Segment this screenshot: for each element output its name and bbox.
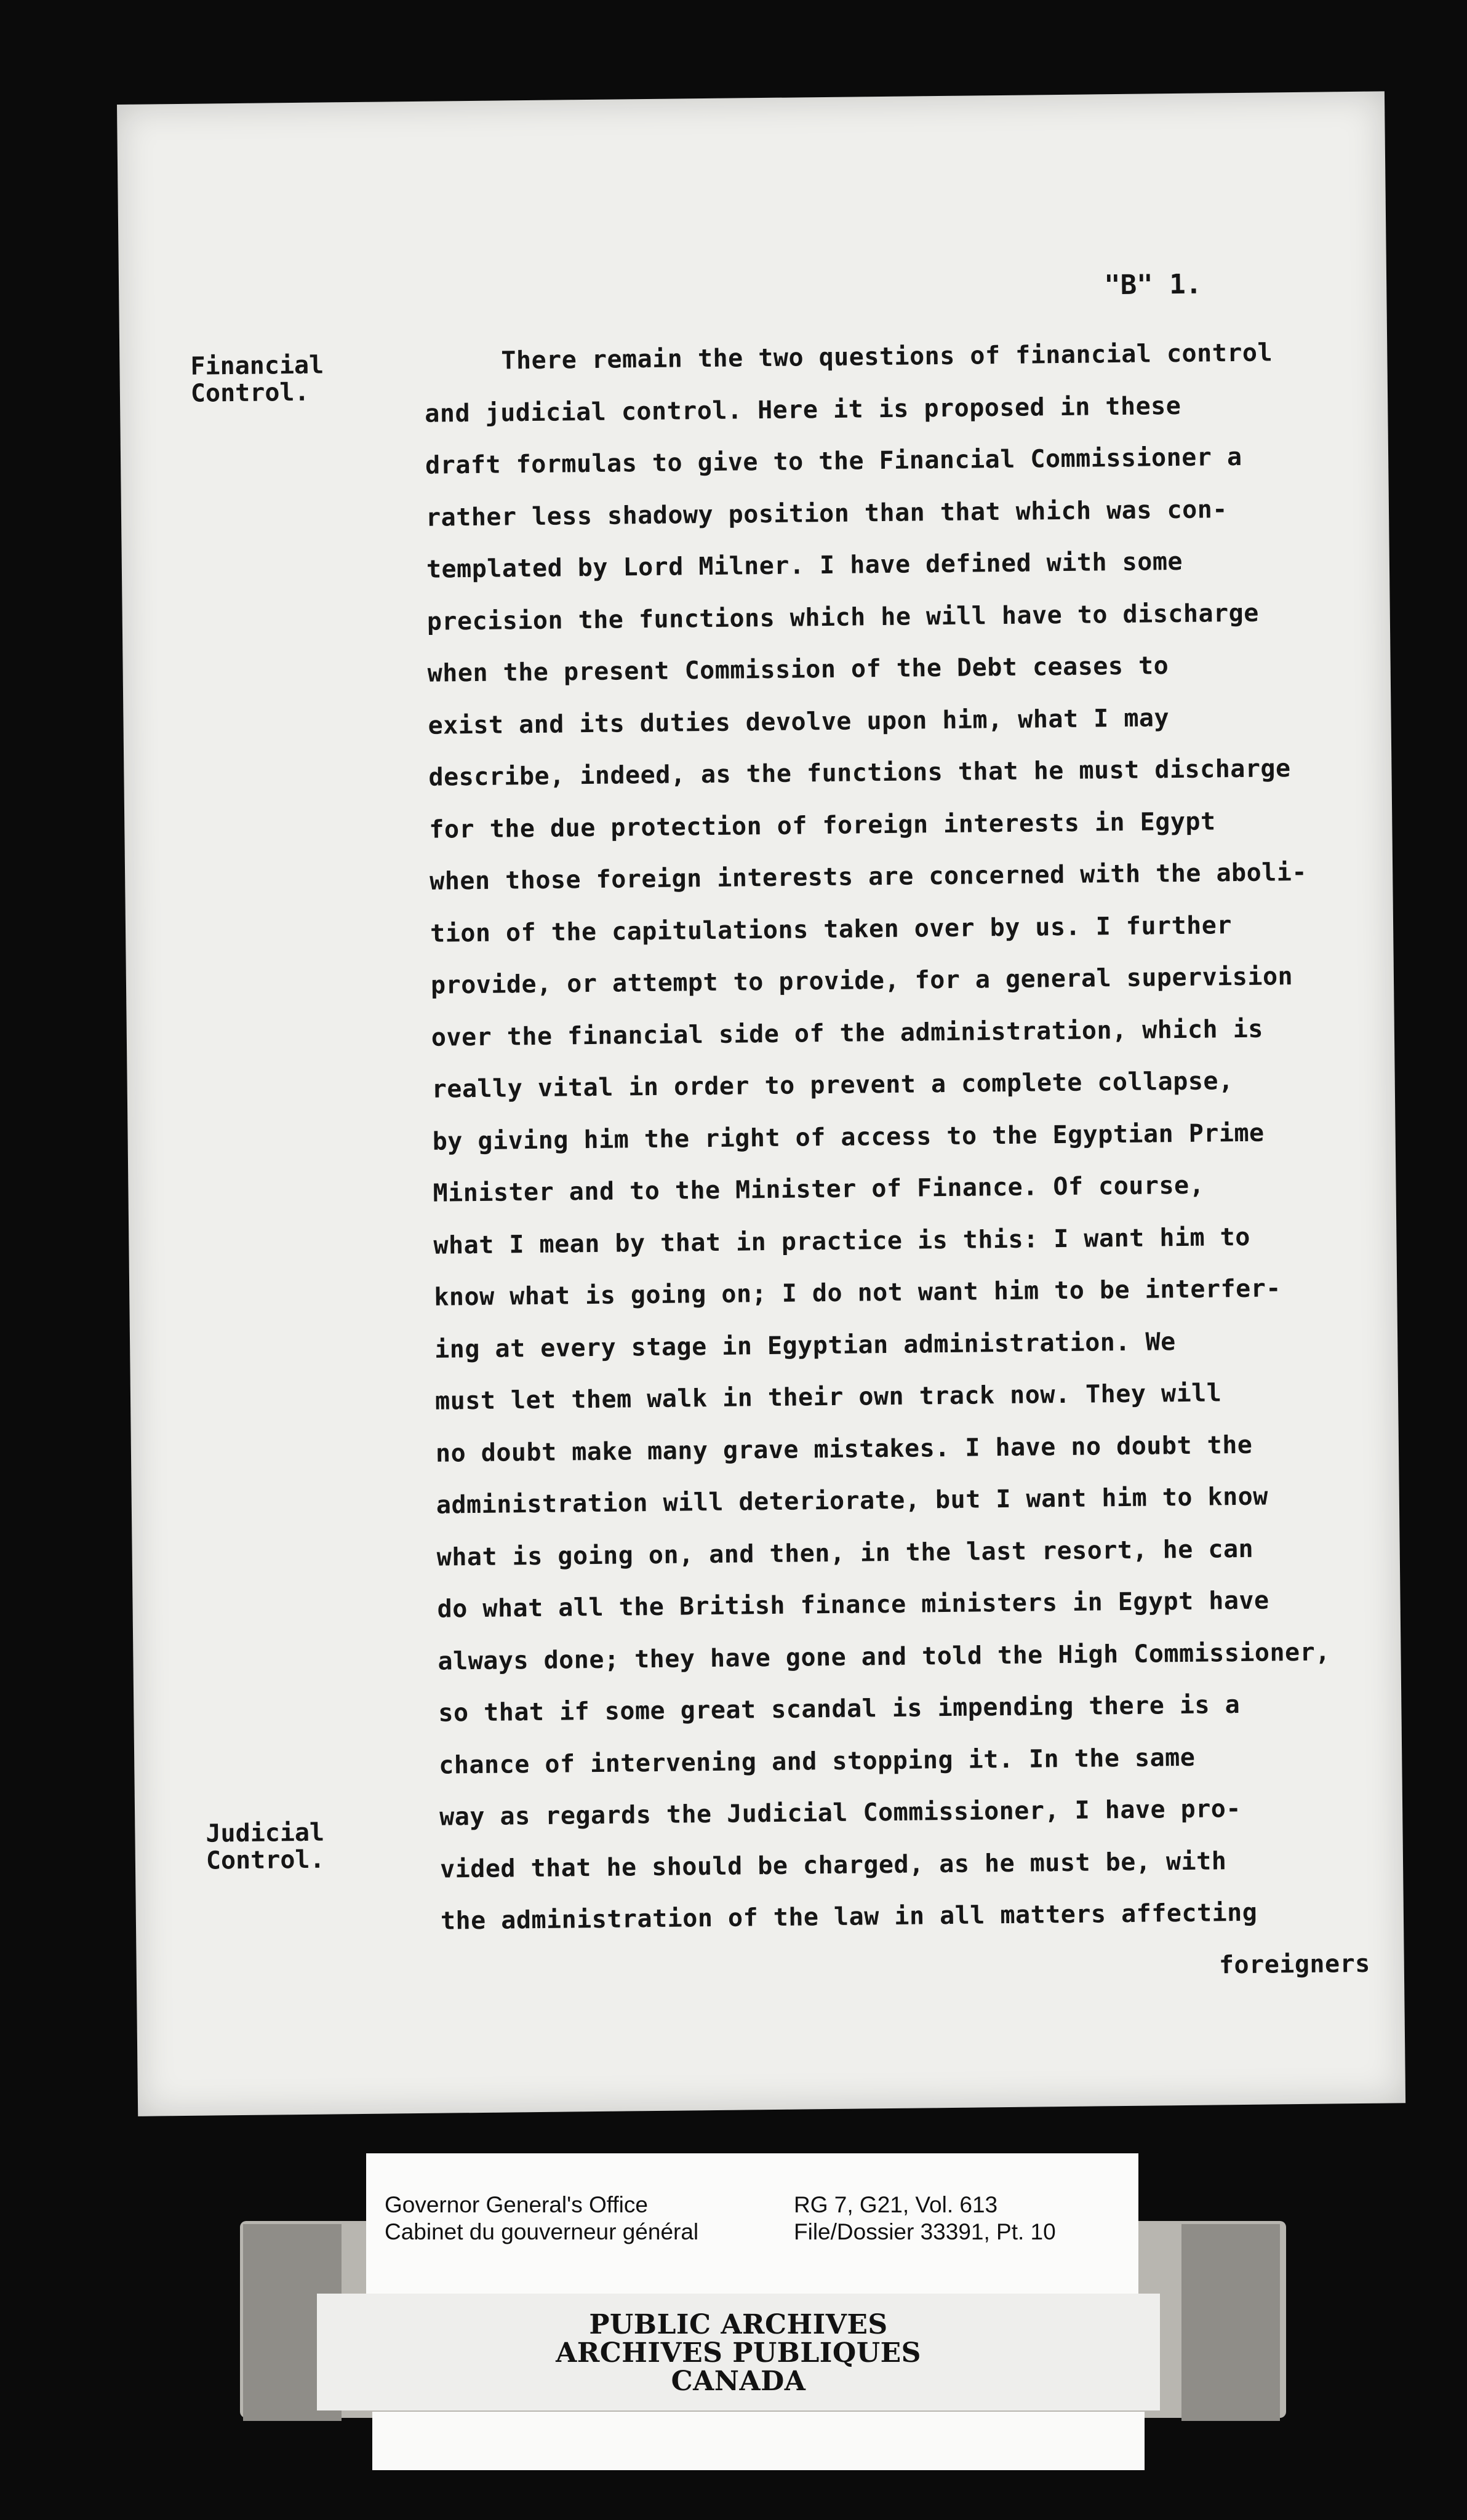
clip-right-tab bbox=[1181, 2224, 1280, 2421]
office-name-en: Governor General's Office bbox=[385, 2192, 648, 2217]
text-line: templated by Lord Milner. I have defined with some bbox=[426, 547, 1183, 584]
archive-label bbox=[366, 2153, 1138, 2300]
body-text bbox=[424, 338, 1370, 2011]
text-line: when the present Commission of the Debt ceases to bbox=[427, 652, 1169, 688]
text-line: for the due protection of foreign interests in Egypt bbox=[429, 807, 1216, 844]
archives-stamp bbox=[317, 2311, 1160, 2396]
record-group: RG 7, G21, Vol. 613 bbox=[794, 2192, 998, 2217]
text-line: Minister and to the Minister of Finance. Of course, bbox=[433, 1171, 1205, 1208]
text-line: provide, or attempt to provide, for a general supervision bbox=[430, 962, 1293, 1000]
text-line: describe, indeed, as the functions that he must discharge bbox=[428, 754, 1291, 792]
text-line: so that if some great scandal is impending there is a bbox=[438, 1691, 1241, 1728]
text-line: way as regards the Judicial Commissioner, I have pro- bbox=[439, 1795, 1242, 1832]
text-line: and judicial control. Here it is proposed in these bbox=[425, 391, 1181, 428]
text-line: always done; they have gone and told the High Commissioner, bbox=[438, 1637, 1331, 1676]
text-line: draft formulas to give to the Financial Commissioner a bbox=[425, 442, 1242, 480]
stamp-line-2: ARCHIVES PUBLIQUES bbox=[556, 2337, 921, 2369]
text-line: do what all the British finance ministers in Egypt have bbox=[437, 1586, 1269, 1624]
text-line: no doubt make many grave mistakes. I have no doubt the bbox=[435, 1430, 1253, 1468]
text-line: what is going on, and then, in the last resort, he can bbox=[436, 1534, 1254, 1572]
margin-note-financial: Financial Control. bbox=[190, 351, 324, 408]
text-line: precision the functions which he will have to discharge bbox=[426, 599, 1260, 636]
bottom-label-strip bbox=[372, 2412, 1145, 2470]
text-line: There remain the two questions of financial control bbox=[501, 338, 1273, 375]
stamp-line-3: CANADA bbox=[671, 2366, 806, 2397]
text-line-catchword: foreigners bbox=[1218, 1949, 1370, 1979]
text-line: really vital in order to prevent a complete collapse, bbox=[431, 1067, 1234, 1104]
text-line: over the financial side of the administration, which is bbox=[431, 1015, 1264, 1052]
text-line: what I mean by that in practice is this: I want him to bbox=[433, 1222, 1251, 1260]
text-line: the administration of the law in all matters affecting bbox=[440, 1898, 1258, 1936]
text-line: rather less shadowy position than that which was con- bbox=[425, 495, 1228, 532]
text-line: know what is going on; I do not want him to be interfer- bbox=[434, 1274, 1282, 1312]
text-line: ing at every stage in Egyptian administration. We bbox=[434, 1327, 1176, 1364]
text-line: by giving him the right of access to the Egyptian Prime bbox=[432, 1118, 1265, 1156]
text-line: vided that he should be charged, as he must be, with bbox=[439, 1846, 1227, 1884]
text-line: must let them walk in their own track now. They will bbox=[434, 1379, 1222, 1416]
office-name-fr: Cabinet du gouverneur général bbox=[385, 2219, 699, 2244]
archive-label-office bbox=[385, 2191, 698, 2246]
document-page bbox=[117, 91, 1405, 2116]
text-line: when those foreign interests are concerned with the aboli- bbox=[430, 858, 1308, 896]
file-dossier: File/Dossier 33391, Pt. 10 bbox=[794, 2219, 1056, 2244]
page-mark: "B" 1. bbox=[1103, 268, 1202, 301]
text-line: chance of intervening and stopping it. In the same bbox=[439, 1743, 1196, 1780]
text-line: tion of the capitulations taken over by us. I further bbox=[430, 911, 1233, 948]
archives-stamp-band bbox=[317, 2294, 1160, 2410]
text-line: administration will deteriorate, but I want him to know bbox=[436, 1482, 1269, 1520]
archive-label-reference bbox=[794, 2191, 1056, 2246]
text-line: exist and its duties devolve upon him, what I may bbox=[428, 703, 1170, 740]
margin-note-judicial: Judicial Control. bbox=[206, 1818, 325, 1875]
stamp-line-1: PUBLIC ARCHIVES bbox=[589, 2309, 888, 2340]
